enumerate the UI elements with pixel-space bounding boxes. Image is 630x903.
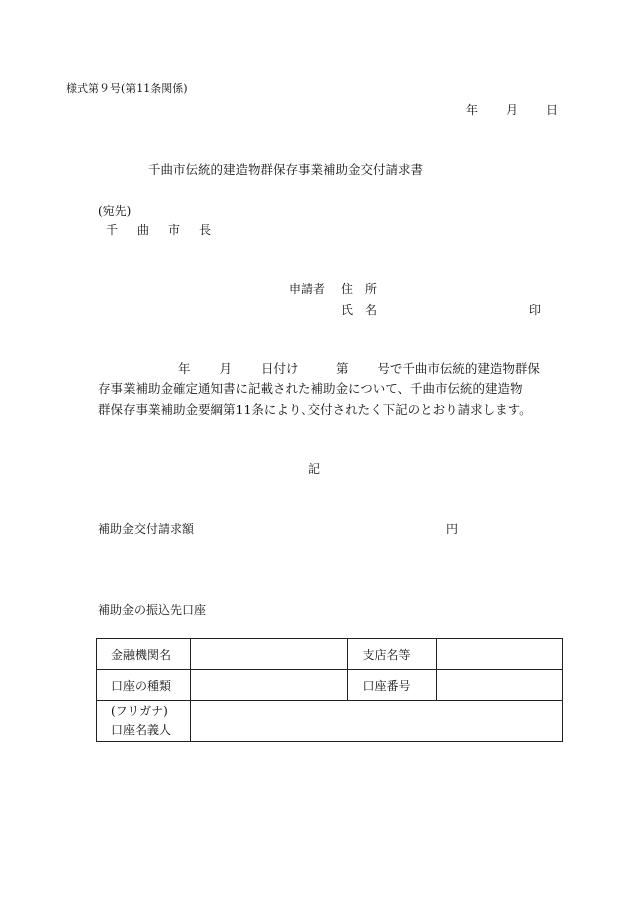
account-number-label: 口座番号	[348, 670, 437, 701]
ki-heading: 記	[308, 462, 321, 476]
document-title: 千曲市伝統的建造物群保存事業補助金交付請求書	[148, 162, 424, 177]
branch-label: 支店名等	[348, 639, 437, 670]
addressee-label: (宛先)	[98, 204, 132, 218]
amount-label: 補助金交付請求額	[98, 522, 195, 536]
account-number-field[interactable]	[437, 670, 563, 701]
furigana-label: (フリガナ)	[111, 704, 168, 718]
table-row	[97, 670, 563, 701]
account-type-label: 口座の種類	[97, 670, 191, 701]
body-text-line: 群保存事業補助金要綱第11条により､交付されたく下記のとおり請求します。	[98, 402, 532, 417]
recipient-char: 市	[168, 223, 181, 237]
recipient-char: 曲	[137, 223, 150, 237]
holder-label-cell	[97, 701, 191, 742]
bank-name-label: 金融機関名	[97, 639, 191, 670]
body-text-line: 年 月 日付け 第 号で千曲市伝統的建造物群保	[178, 361, 540, 376]
form-number: 様式第９号(第11条関係)	[66, 82, 188, 95]
address-label: 住 所	[341, 282, 378, 296]
name-label: 氏 名	[341, 303, 378, 317]
account-type-field[interactable]	[190, 670, 348, 701]
date-year-label: 年	[466, 103, 479, 117]
addressee-recipient	[106, 224, 230, 236]
bank-name-field[interactable]	[190, 639, 348, 670]
account-table	[96, 638, 563, 742]
date-day-label: 日	[546, 103, 559, 117]
recipient-char: 長	[199, 223, 212, 237]
table-row	[97, 639, 563, 670]
holder-field[interactable]	[190, 701, 562, 742]
seal-label: 印	[529, 303, 542, 317]
applicant-label: 申請者	[289, 282, 326, 296]
branch-field[interactable]	[437, 639, 563, 670]
date-line	[466, 104, 558, 116]
yen-unit: 円	[446, 522, 459, 536]
account-section-title: 補助金の振込先口座	[98, 603, 207, 617]
recipient-char: 千	[106, 223, 119, 237]
date-month-label: 月	[506, 103, 519, 117]
holder-label: 口座名義人	[111, 723, 172, 737]
body-text-line: 存事業補助金確定通知書に記載された補助金について、千曲市伝統的建造物	[98, 381, 523, 396]
table-row	[97, 701, 563, 742]
